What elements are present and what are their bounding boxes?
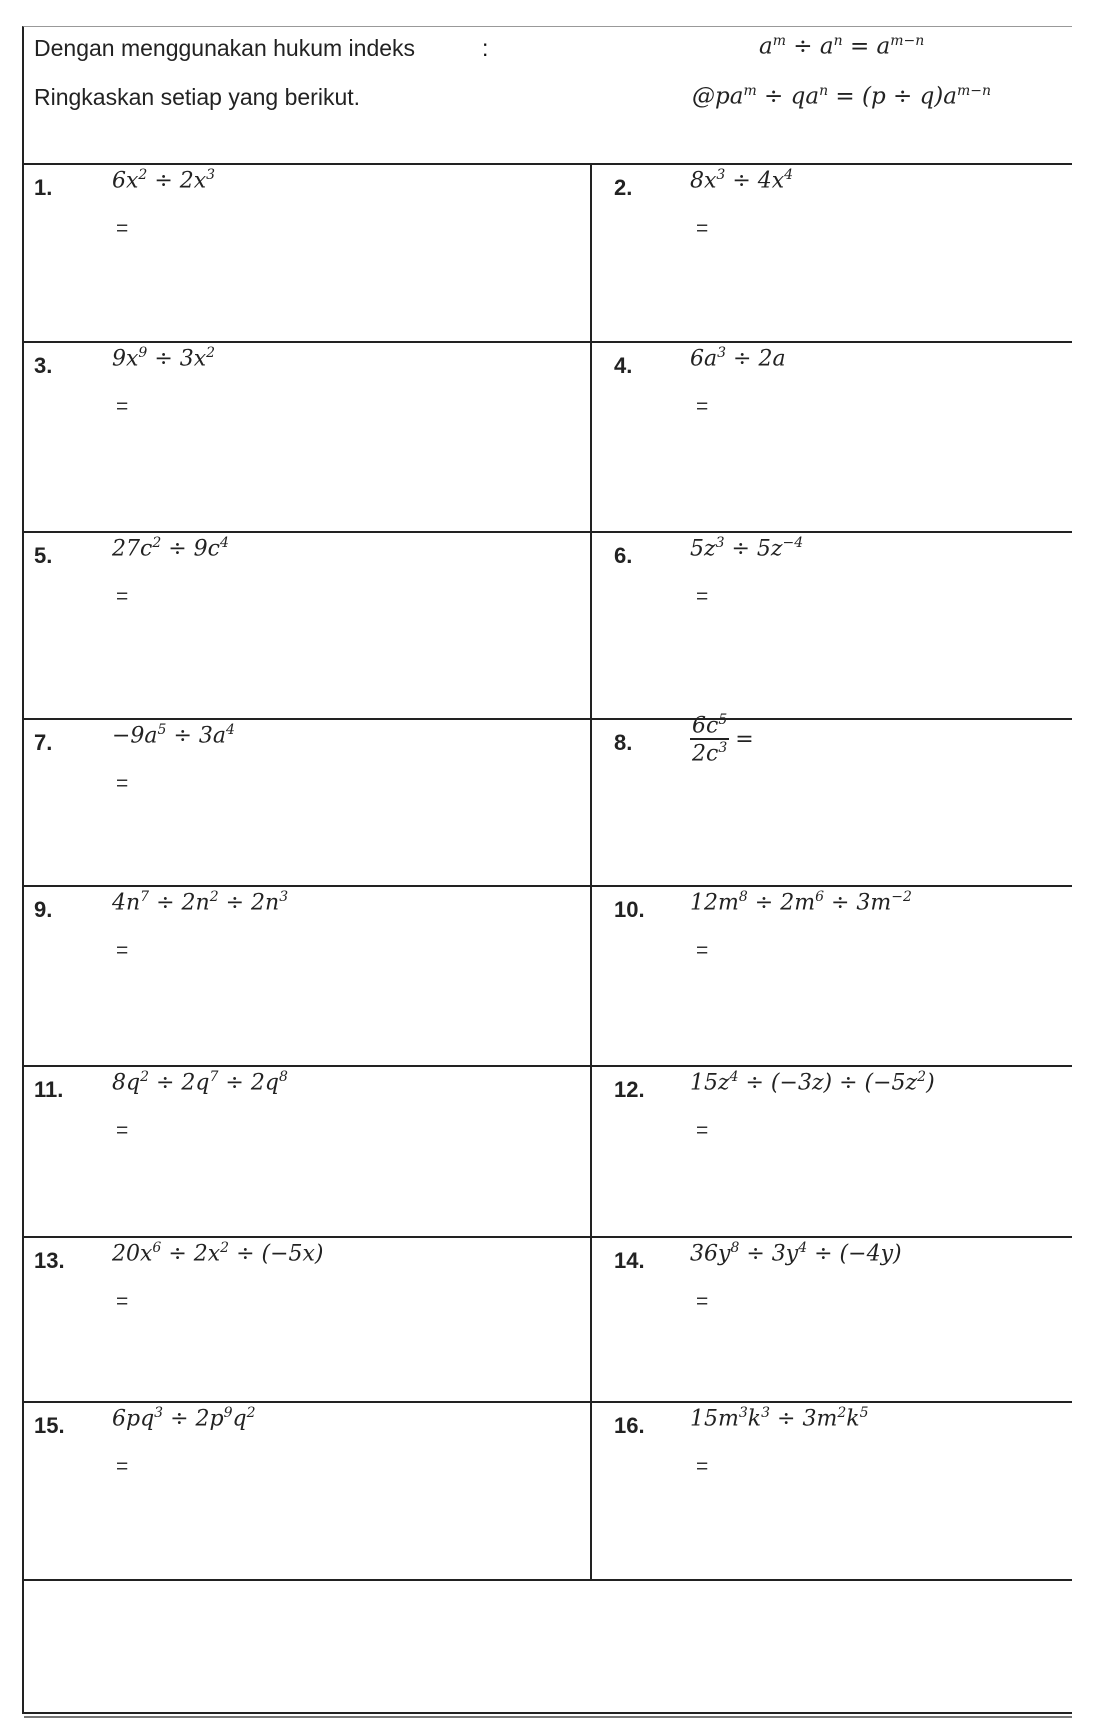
- question-cell[interactable]: [24, 1067, 592, 1236]
- question-row: [24, 712, 1072, 887]
- question-expression: $20x^6 \div 2x^2 \div (-5x)$: [112, 1240, 324, 1267]
- question-expression: $\frac{6c^5}{2c^3}$ =: [692, 712, 754, 767]
- question-number: 7.: [34, 730, 53, 755]
- bottom-rule: [24, 1716, 1072, 1718]
- answer-equals: =: [116, 772, 129, 795]
- question-number: 15.: [34, 1413, 65, 1438]
- question-cell[interactable]: [592, 712, 1072, 885]
- question-cell[interactable]: [592, 1238, 1072, 1401]
- answer-equals: =: [116, 585, 129, 608]
- question-number: 5.: [34, 543, 53, 568]
- instruction-title: Dengan menggunakan hukum indeks: [34, 35, 416, 61]
- answer-equals: =: [116, 217, 129, 240]
- index-law-rule: $a^m \div a^n = a^{m-n}$: [759, 33, 925, 60]
- question-expression: $9x^9 \div 3x^2$: [112, 345, 216, 372]
- answer-equals: =: [116, 939, 129, 962]
- question-cell[interactable]: [24, 720, 592, 885]
- question-number: 9.: [34, 897, 53, 922]
- question-grid: [24, 163, 1072, 1581]
- question-number: 12.: [614, 1077, 645, 1102]
- question-row: [24, 1403, 1072, 1581]
- question-expression: $6pq^3 \div 2p^9q^2$: [112, 1405, 256, 1432]
- answer-equals: =: [696, 585, 709, 608]
- question-cell[interactable]: [592, 1403, 1072, 1579]
- question-cell[interactable]: [24, 533, 592, 718]
- question-cell[interactable]: [24, 1403, 592, 1579]
- question-row: [24, 343, 1072, 533]
- question-cell[interactable]: [24, 165, 592, 341]
- question-number: 14.: [614, 1248, 645, 1273]
- question-cell[interactable]: [592, 343, 1072, 531]
- question-cell[interactable]: [24, 343, 592, 531]
- question-expression: $15m^3k^3 \div 3m^2k^5$: [690, 1405, 869, 1432]
- worksheet-header: [24, 27, 1072, 163]
- question-number: 13.: [34, 1248, 65, 1273]
- question-cell[interactable]: [592, 533, 1072, 718]
- answer-equals: =: [116, 1290, 129, 1313]
- question-row: [24, 165, 1072, 343]
- question-cell[interactable]: [592, 887, 1072, 1065]
- question-number: 1.: [34, 175, 53, 200]
- question-number: 6.: [614, 543, 633, 568]
- question-number: 10.: [614, 897, 645, 922]
- answer-equals: =: [696, 1119, 709, 1142]
- question-number: 4.: [614, 353, 633, 378]
- question-cell[interactable]: [24, 1238, 592, 1401]
- question-expression: $8x^3 \div 4x^4$: [690, 167, 794, 194]
- answer-equals: =: [116, 1455, 129, 1478]
- question-expression: $4n^7 \div 2n^2 \div 2n^3$: [112, 889, 289, 916]
- question-row: [24, 1238, 1072, 1403]
- question-expression: $27c^2 \div 9c^4$: [112, 535, 229, 562]
- answer-equals: =: [116, 395, 129, 418]
- question-expression: $6x^2 \div 2x^3$: [112, 167, 216, 194]
- instruction-colon: :: [482, 35, 489, 61]
- question-number: 2.: [614, 175, 633, 200]
- question-expression: $12m^8 \div 2m^6 \div 3m^{-2}$: [690, 889, 912, 916]
- question-expression: $-9a^5 \div 3a^4$: [112, 722, 235, 749]
- question-number: 3.: [34, 353, 53, 378]
- question-number: 16.: [614, 1413, 645, 1438]
- question-expression: $8q^2 \div 2q^7 \div 2q^8$: [112, 1069, 288, 1096]
- answer-equals: =: [116, 1119, 129, 1142]
- index-law-coefficient-rule: $@pa^m \div qa^n = (p \div q)a^{m-n}$: [692, 83, 992, 110]
- answer-equals: =: [696, 939, 709, 962]
- instruction-subtitle: Ringkaskan setiap yang berikut.: [34, 84, 361, 110]
- question-cell[interactable]: [592, 165, 1072, 341]
- question-row: [24, 887, 1072, 1067]
- question-expression: $15z^4 \div (-3z) \div (-5z^2)$: [690, 1069, 935, 1096]
- question-number: 8.: [614, 730, 633, 755]
- question-number: 11.: [34, 1077, 64, 1102]
- question-row: [24, 1067, 1072, 1238]
- question-cell[interactable]: [592, 1067, 1072, 1236]
- question-expression: $5z^3 \div 5z^{-4}$: [690, 535, 804, 562]
- question-expression: $36y^8 \div 3y^4 \div (-4y)$: [690, 1240, 902, 1267]
- answer-equals: =: [696, 217, 709, 240]
- question-expression: $6a^3 \div 2a$: [690, 345, 786, 372]
- answer-equals: =: [696, 395, 709, 418]
- question-row: [24, 533, 1072, 720]
- question-cell[interactable]: [24, 887, 592, 1065]
- worksheet: [22, 26, 1072, 1714]
- answer-equals: =: [696, 1290, 709, 1313]
- answer-equals: =: [696, 1455, 709, 1478]
